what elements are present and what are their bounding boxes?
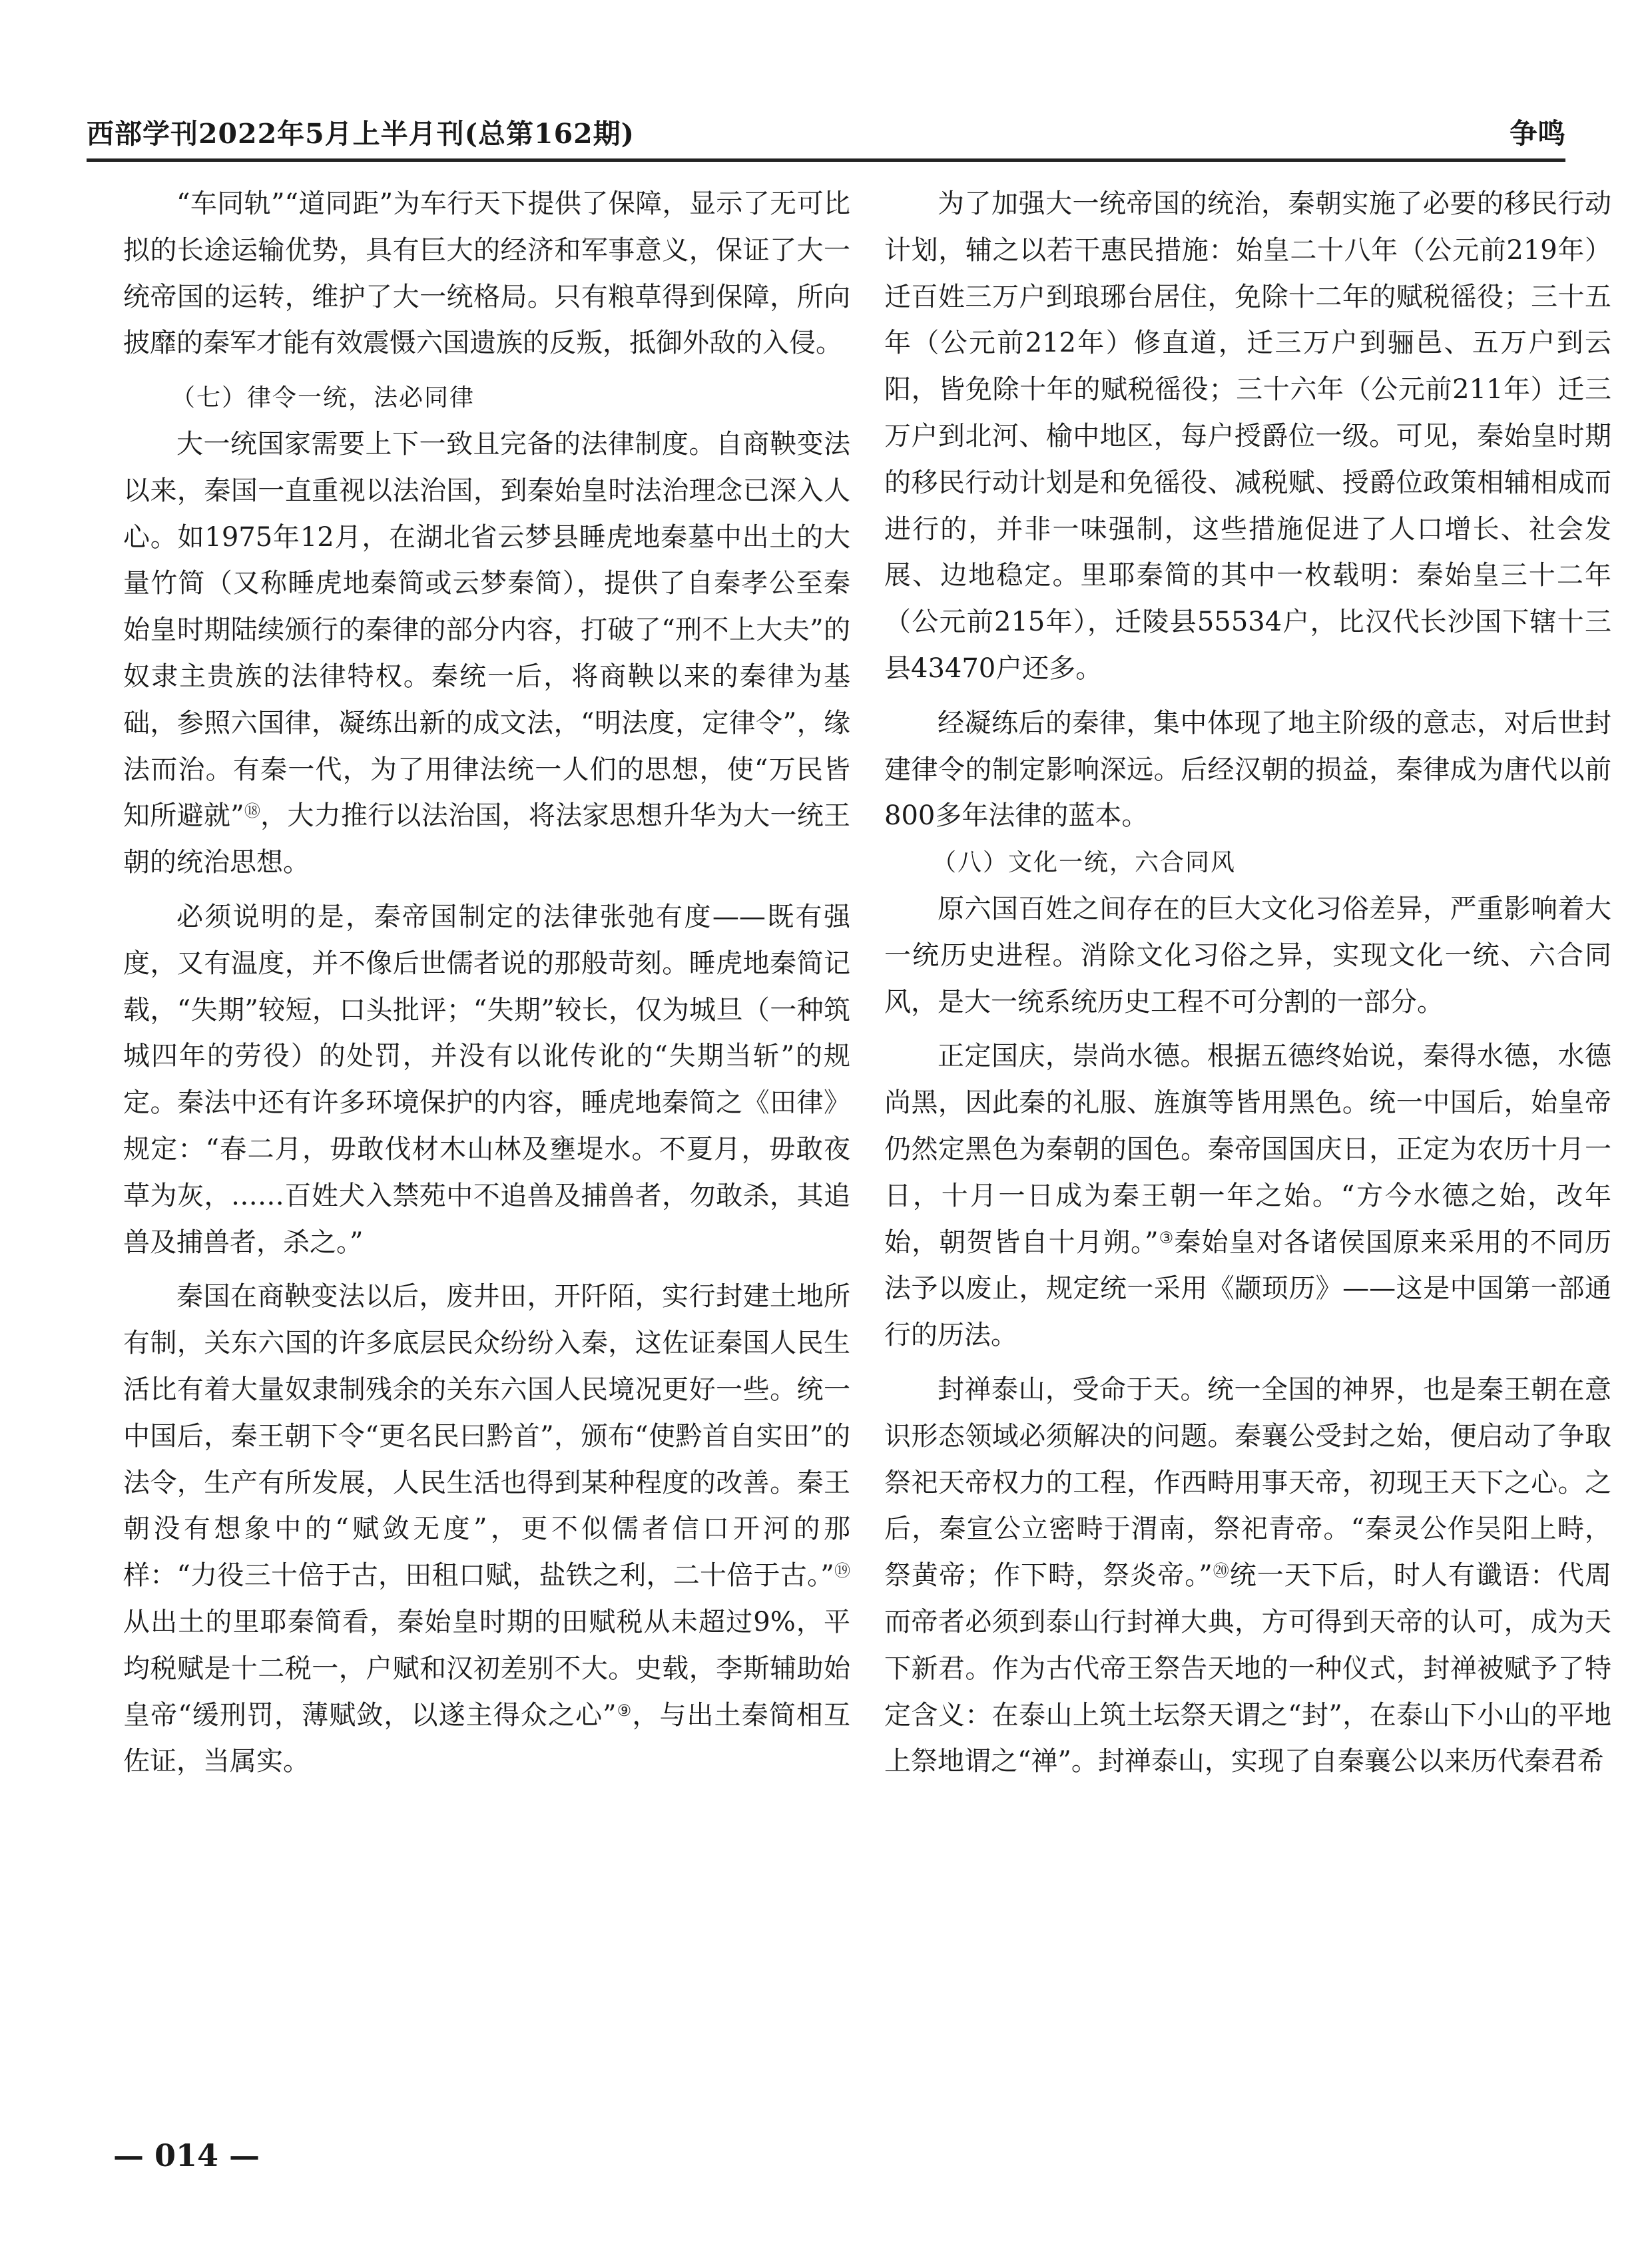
paragraph: 大一统国家需要上下一致且完备的法律制度。自商鞅变法以来，秦国一直重视以法治国，到秦始皇时法治理念已深入人心。如1975年12月，在湖北省云梦县睡虎地秦墓中出土的大量竹简（又称睡虎地秦简或云梦秦简），提供了自秦孝公至秦始皇时期陆续颁行的秦律的部分内容，打破了“刑不上大夫”的奴隶主贵族的法律特权。秦统一后，将商鞅以来的秦律为基础，参照六国律，凝练出新的成文法，“明法度，定律令”，缘法而治。有秦一代，为了用律法统一人们的思想，使“万民皆知所避就”⑱，大力推行以法治国，将法家思想升华为大一统王朝的统治思想。 — [123, 428, 851, 878]
paragraph: 正定国庆，崇尚水德。根据五德终始说，秦得水德，水德尚黑，因此秦的礼服、旌旗等皆用黑色。统一中国后，始皇帝仍然定黑色为秦朝的国色。秦帝国国庆日，正定为农历十月一日，十月一日成为秦王朝一年之始。“方今水德之始，改年始，朝贺皆自十月朔。”③秦始皇对各诸侯国原来采用的不同历法予以废止，规定统一采用《颛顼历》——这是中国第一部通行的历法。 — [884, 1041, 1612, 1351]
header-rule — [87, 158, 1565, 162]
footnote-ref: ⑨ — [616, 1701, 633, 1720]
paragraph: 秦国在商鞅变法以后，废井田，开阡陌，实行封建土地所有制，关东六国的许多底层民众纷纷入秦，这佐证秦国人民生活比有着大量奴隶制残余的关东六国人民境况更好一些。统一中国后，秦王朝下令“更名民曰黔首”，颁布“使黔首自实田”的法令，生产有所发展，人民生活也得到某种程度的改善。秦王朝没有想象中的“赋敛无度”，更不似儒者信口开河的那样：“力役三十倍于古，田租口赋，盐铁之利，二十倍于古。”⑲从出土的里耶秦简看，秦始皇时期的田赋税从未超过9%，平均税赋是十二税一，户赋和汉初差别不大。史载，李斯辅助始皇帝“缓刑罚，薄赋敛，以遂主得众之心”⑨，与出土秦简相互佐证，当属实。 — [123, 1281, 851, 1777]
footnote-ref: ⑳ — [1212, 1561, 1230, 1581]
section-label: 争鸣 — [1509, 117, 1565, 150]
footnote-ref: ③ — [1158, 1228, 1175, 1247]
paragraph: 必须说明的是，秦帝国制定的法律张弛有度——既有强度，又有温度，并不像后世儒者说的那般苛刻。睡虎地秦简记载，“失期”较短，口头批评；“失期”较长，仅为城旦（一种筑城四年的劳役）的处罚，并没有以讹传讹的“失期当斩”的规定。秦法中还有许多环境保护的内容，睡虎地秦简之《田律》规定：“春二月，毋敢伐材木山林及壅堤水。不夏月，毋敢夜草为灰，……百姓犬入禁苑中不追兽及捕兽者，勿敢杀，其追兽及捕兽者，杀之。” — [123, 901, 850, 1258]
footnote-ref: ⑲ — [834, 1561, 851, 1581]
subheading: （八）文化一统，六合同风 — [932, 849, 1237, 877]
journal-title: 西部学刊2022年5月上半月刊(总第162期) — [87, 118, 635, 150]
paragraph: 原六国百姓之间存在的巨大文化习俗差异，严重影响着大一统历史进程。消除文化习俗之异，实现文化一统、六合同风，是大一统系统历史工程不可分割的一部分。 — [884, 893, 1611, 1017]
right-column — [884, 181, 1611, 1785]
paragraph: 封禅泰山，受命于天。统一全国的神界，也是秦王朝在意识形态领域必须解决的问题。秦襄公受封之始，便启动了争取祭祀天帝权力的工程，作西畤用事天帝，初现王天下之心。之后，秦宣公立密畤于渭南，祭祀青帝。“秦灵公作吴阳上畤，祭黄帝；作下畤，祭炎帝。”⑳统一天下后，时人有谶语：代周而帝者必须到泰山行封禅大典，方可得到天帝的认可，成为天下新君。作为古代帝王祭告天地的一种仪式，封禅被赋予了特定含义：在泰山上筑土坛祭天谓之“封”，在泰山下小山的平地上祭地谓之“禅”。封禅泰山，实现了自秦襄公以来历代秦君希 — [884, 1374, 1612, 1777]
paragraph: “车同轨”“道同距”为车行天下提供了保障，显示了无可比拟的长途运输优势，具有巨大的经济和军事意义，保证了大一统帝国的运转，维护了大一统格局。只有粮草得到保障，所向披靡的秦军才能有效震慑六国遗族的反叛，抵御外敌的入侵。 — [123, 188, 850, 359]
page-header — [87, 112, 1565, 158]
left-column — [123, 181, 850, 1785]
subheading: （七）律令一统，法必同律 — [171, 384, 475, 412]
paragraph: 为了加强大一统帝国的统治，秦朝实施了必要的移民行动计划，辅之以若干惠民措施：始皇二十八年（公元前219年）迁百姓三万户到琅琊台居住，免除十二年的赋税徭役；三十五年（公元前212年）修直道，迁三万户到骊邑、五万户到云阳，皆免除十年的赋税徭役；三十六年（公元前211年）迁三万户到北河、榆中地区，每户授爵位一级。可见，秦始皇时期的移民行动计划是和免徭役、减税赋、授爵位政策相辅相成而进行的，并非一味强制，这些措施促进了人口增长、社会发展、边地稳定。里耶秦简的其中一枚载明：秦始皇三十二年（公元前215年），迁陵县55534户，比汉代长沙国下辖十三县43470户还多。 — [884, 188, 1611, 684]
footnote-ref: ⑱ — [244, 802, 261, 821]
page-number: — 014 — — [113, 2137, 260, 2173]
paragraph: 经凝练后的秦律，集中体现了地主阶级的意志，对后世封建律令的制定影响深远。后经汉朝的损益，秦律成为唐代以前800多年法律的蓝本。 — [884, 707, 1611, 832]
